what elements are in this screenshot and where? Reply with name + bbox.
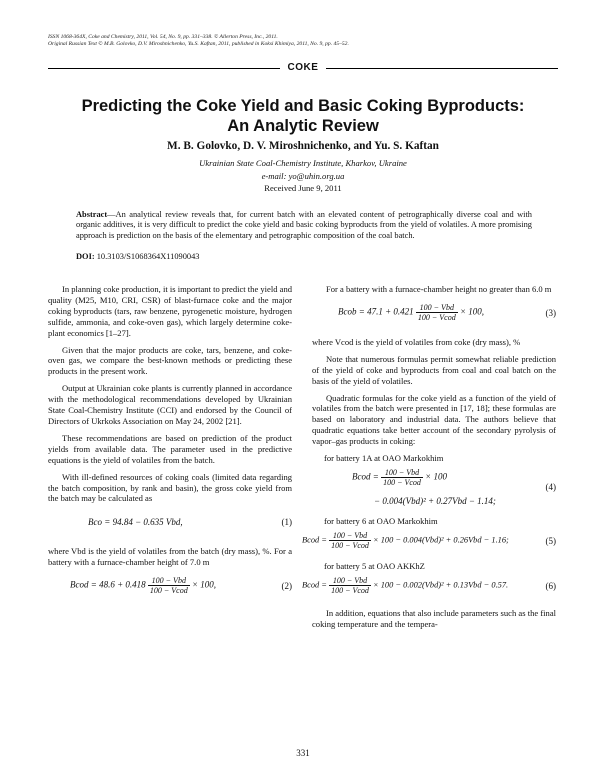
title-line-2: An Analytic Review bbox=[227, 117, 379, 135]
equation-4-fraction bbox=[381, 468, 423, 487]
equation-2 bbox=[48, 574, 292, 602]
equation-2-number: (2) bbox=[281, 581, 292, 592]
title-line-1: Predicting the Coke Yield and Basic Coking Byproducts: bbox=[81, 97, 525, 115]
equation-5 bbox=[302, 529, 556, 557]
left-paragraph-6: where Vbd is the yield of volatiles from the batch (dry mass), %. For a battery with a furnace-chamber height of 7.0 m bbox=[48, 546, 292, 568]
equation-6-body bbox=[302, 576, 508, 595]
email: e-mail: yo@uhin.org.ua bbox=[261, 171, 345, 181]
equation-5-denominator: 100 − Vcod bbox=[331, 540, 369, 550]
equation-5-body bbox=[302, 531, 509, 550]
authors: M. B. Golovko, D. V. Miroshnichenko, and Yu. S. Kaftan bbox=[167, 140, 439, 152]
abstract-text: —An analytical review reveals that, for current batch with an elevated content of petrographically diverse coal and with organic additives, it is very difficult to predict the coke yield and basic coking byproducts from the yield of volatiles. A more promising approach is prediction on the basis of the elementary and petrographic composition of the coal batch. bbox=[76, 210, 532, 240]
equation-4-body bbox=[352, 468, 447, 487]
equation-4-suffix: × 100 bbox=[425, 471, 447, 482]
left-column bbox=[48, 284, 292, 610]
battery-1a-label: for battery 1A at OAO Markokhim bbox=[324, 453, 444, 464]
right-paragraph-4: Quadratic formulas for the coke yield as a function of the yield of volatiles from the batch were presented in [17, 18]; these formulas are based on laboratory and industrial data. The authors believe that quadratic equations take better account of the secondary pyrolysis of vapor–gas products in coking: bbox=[312, 392, 556, 447]
running-header bbox=[48, 34, 568, 48]
left-paragraph-3: Output at Ukrainian coke plants is currently planned in accordance with the methodological recommendations developed by Ukrainian State Coal-Chemistry Institute (CCI) and endorsed by the Council of Directors of Ukrkoks Association on May 24, 2002 [21]. bbox=[48, 383, 292, 426]
equation-1-body: Bco = 94.84 − 0.635 Vbd, bbox=[88, 517, 183, 528]
equation-3-prefix: Bcob = 47.1 + 0.421 bbox=[338, 306, 414, 317]
received-date: Received June 9, 2011 bbox=[264, 183, 342, 193]
equation-5-fraction bbox=[329, 531, 371, 550]
equation-3-suffix: × 100, bbox=[459, 306, 485, 317]
header-original-line: Original Russian Text © M.B. Golovko, D.V. Miroshnichenko, Yu.S. Kaftan, 2011, published in Koksi Khimiya, 2011, No. 9, pp. 45–52. bbox=[48, 41, 349, 48]
article-title bbox=[48, 96, 558, 136]
right-paragraph-5: In addition, equations that also include parameters such as the final coking temperature and the tempera- bbox=[312, 607, 556, 629]
equation-6-suffix: × 100 − 0.002(Vbd)² + 0.13Vbd − 0.57. bbox=[373, 580, 509, 590]
equation-3-body bbox=[338, 303, 484, 322]
equation-4-denominator: 100 − Vcod bbox=[383, 477, 421, 487]
equation-3-fraction bbox=[416, 303, 458, 322]
equation-4 bbox=[312, 466, 556, 512]
equation-6-numerator: 100 − Vbd bbox=[329, 576, 371, 586]
right-paragraph-2: where Vcod is the yield of volatiles from coke (dry mass), % bbox=[312, 336, 521, 347]
equation-2-prefix: Bcod = 48.6 + 0.418 bbox=[70, 579, 146, 590]
header-issn-line: ISSN 1068-364X, Coke and Chemistry, 2011, Vol. 54, No. 9, pp. 331–338. © Allerton Press, Inc., 2011. bbox=[48, 34, 278, 40]
right-column bbox=[302, 284, 556, 636]
section-heading bbox=[48, 62, 558, 73]
battery-6-label: for battery 6 at OAO Markokhim bbox=[324, 515, 438, 526]
doi bbox=[76, 252, 532, 261]
page-number: 331 bbox=[296, 748, 310, 758]
battery-5-label: for battery 5 at OAO AKKhZ bbox=[324, 560, 425, 571]
equation-2-denominator: 100 − Vcod bbox=[149, 586, 188, 596]
section-heading-text: COKE bbox=[280, 62, 327, 73]
left-paragraph-4: These recommendations are based on prediction of the product yields from available data. The parameter used in the predictive equations is the yield of volatiles from the batch. bbox=[48, 432, 292, 465]
equation-5-suffix: × 100 − 0.004(Vbd)² + 0.26Vbd − 1.16; bbox=[373, 535, 509, 545]
affiliation: Ukrainian State Coal-Chemistry Institute, Kharkov, Ukraine bbox=[199, 158, 407, 168]
equation-3-numerator: 100 − Vbd bbox=[416, 303, 458, 313]
left-paragraph-1: In planning coke production, it is important to predict the yield and quality (M25, M10, CRI, CSR) of blast-furnace coke and the major coking byproducts (tars, raw benzene, pyrogenetic moisture, hydrogen sulfide, ammonia, and coke-oven gas), which largely determine coke-plant economics [1–27]. bbox=[48, 284, 292, 338]
equation-3 bbox=[312, 301, 556, 329]
equation-2-body bbox=[70, 576, 216, 595]
equation-5-number: (5) bbox=[545, 535, 556, 546]
equation-1 bbox=[48, 510, 292, 538]
equation-4-prefix: Bcod = bbox=[352, 471, 379, 482]
doi-label: DOI: bbox=[76, 252, 95, 261]
equation-4-number: (4) bbox=[545, 481, 556, 492]
equation-2-suffix: × 100, bbox=[191, 579, 217, 590]
equation-6-fraction bbox=[329, 576, 371, 595]
abstract bbox=[76, 210, 532, 241]
equation-6-number: (6) bbox=[545, 580, 556, 591]
equation-4-line-2: − 0.004(Vbd)² + 0.27Vbd − 1.14; bbox=[374, 495, 496, 506]
equation-1-number: (1) bbox=[281, 517, 292, 528]
left-paragraph-2: Given that the major products are coke, tars, benzene, and coke-oven gas, we compare the best-known methods or predicting these products in the present work. bbox=[48, 344, 292, 377]
equation-5-prefix: Bcod = bbox=[302, 535, 327, 545]
equation-4-numerator: 100 − Vbd bbox=[381, 468, 423, 478]
equation-6-denominator: 100 − Vcod bbox=[331, 585, 369, 595]
equation-3-number: (3) bbox=[545, 307, 556, 318]
equation-5-numerator: 100 − Vbd bbox=[329, 531, 371, 541]
equation-2-fraction bbox=[148, 576, 190, 595]
equation-6 bbox=[302, 574, 556, 602]
left-paragraph-5: With ill-defined resources of coking coals (limited data regarding the batch composition, by rank and basin), the gross coke yield from the batch may be calculated as bbox=[48, 471, 292, 504]
abstract-label: Abstract bbox=[76, 210, 108, 219]
equation-6-prefix: Bcod = bbox=[302, 580, 327, 590]
doi-value[interactable]: 10.3103/S1068364X11090043 bbox=[96, 252, 200, 261]
equation-2-numerator: 100 − Vbd bbox=[148, 576, 190, 586]
equation-3-denominator: 100 − Vcod bbox=[417, 312, 456, 322]
right-paragraph-1: For a battery with a furnace-chamber height no greater than 6.0 m bbox=[326, 284, 552, 294]
right-paragraph-3: Note that numerous formulas permit somewhat reliable prediction of the yield of coke and byproducts from coal and coal batch on the basis of the yield of volatiles. bbox=[312, 353, 556, 386]
